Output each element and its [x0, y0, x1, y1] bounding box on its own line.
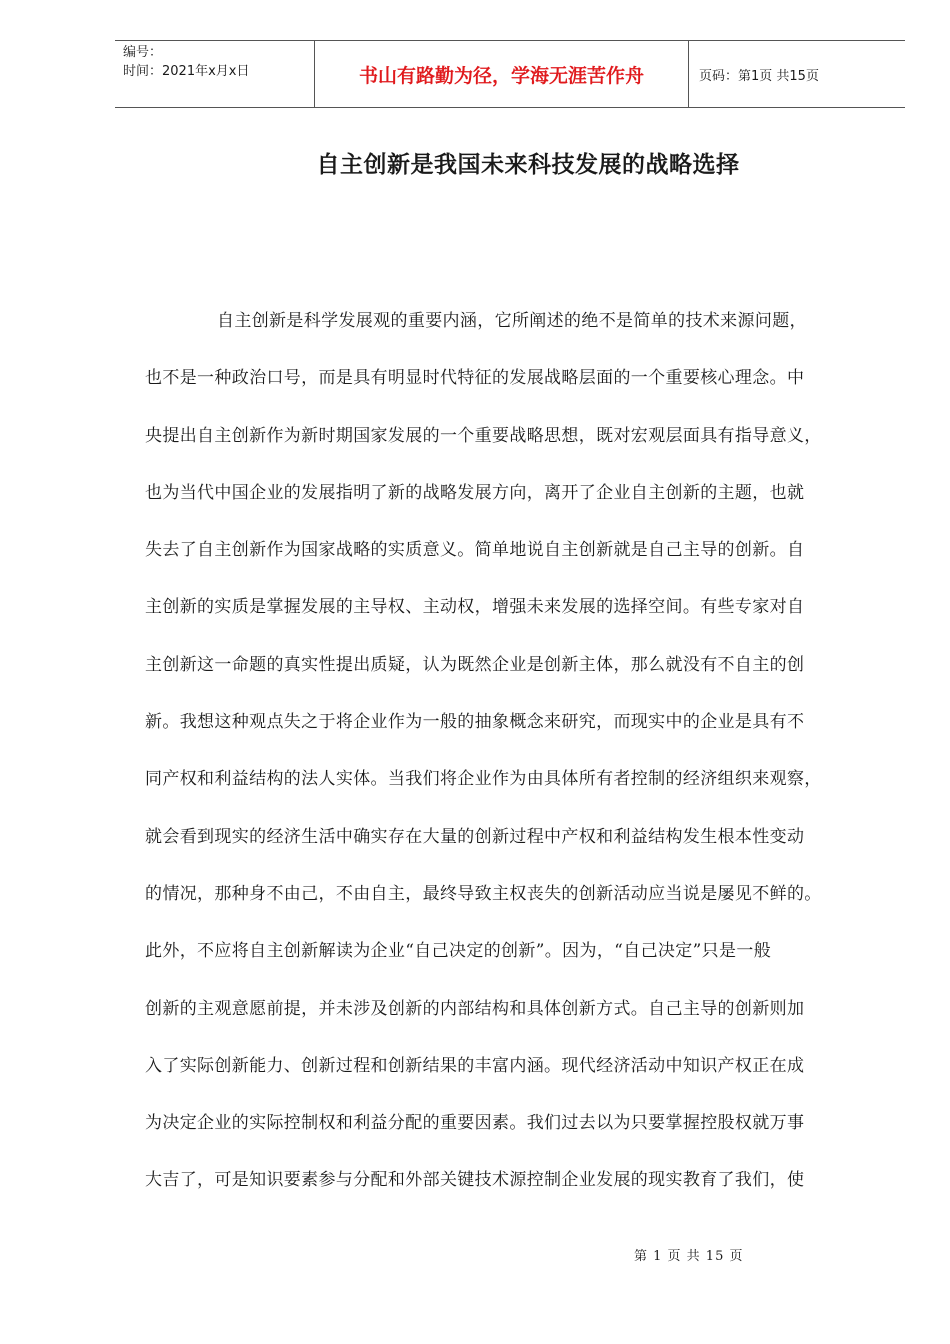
text-line: 也为当代中国企业的发展指明了新的战略发展方向，离开了企业自主创新的主题，也就 [145, 482, 805, 503]
page-header [115, 40, 905, 108]
body-paragraph [145, 299, 885, 1216]
document-title: 自主创新是我国未来科技发展的战略选择 [316, 152, 740, 178]
text-line: 新。我想这种观点失之于将企业作为一般的抽象概念来研究，而现实中的企业是具有不 [145, 712, 805, 733]
text-line: 央提出自主创新作为新时期国家发展的一个重要战略思想，既对宏观层面具有指导意义， [145, 425, 822, 446]
time-label: 时间：2021年x月x日 [123, 64, 250, 79]
text-line: 失去了自主创新作为国家战略的实质意义。简单地说自主创新就是自己主导的创新。自 [145, 540, 805, 561]
text-line: 此外，不应将自主创新解读为企业“自己决定的创新”。因为，“自己决定”只是一般 [145, 941, 772, 962]
number-label: 编号： [123, 45, 163, 60]
text-line: 主创新这一命题的真实性提出质疑，认为既然企业是创新主体，那么就没有不自主的创 [145, 654, 805, 675]
text-line: 大吉了，可是知识要素参与分配和外部关键技术源控制企业发展的现实教育了我们，使 [145, 1170, 805, 1191]
text-line: 的情况，那种身不由己，不由自主，最终导致主权丧失的创新活动应当说是屡见不鲜的。 [145, 883, 822, 904]
page-footer: 第 1 页 共 15 页 [634, 1249, 744, 1264]
text-line: 主创新的实质是掌握发展的主导权、主动权，增强未来发展的选择空间。有些专家对自 [145, 597, 805, 618]
text-line: 就会看到现实的经济生活中确实存在大量的创新过程中产权和利益结构发生根本性变动 [145, 826, 805, 847]
text-line: 同产权和利益结构的法人实体。当我们将企业作为由具体所有者控制的经济组织来观察， [145, 769, 822, 790]
text-line: 创新的主观意愿前提，并未涉及创新的内部结构和具体创新方式。自己主导的创新则加 [145, 998, 805, 1019]
text-line: 入了实际创新能力、创新过程和创新结果的丰富内涵。现代经济活动中知识产权正在成 [145, 1055, 805, 1076]
header-motto: 书山有路勤为径，学海无涯苦作舟 [315, 41, 689, 107]
header-page-info: 页码：第1页 共15页 [699, 68, 819, 84]
header-meta [115, 41, 315, 107]
text-line: 自主创新是科学发展观的重要内涵，它所阐述的绝不是简单的技术来源问题， [217, 311, 807, 331]
text-line: 为决定企业的实际控制权和利益分配的重要因素。我们过去以为只要掌握控股权就万事 [145, 1113, 805, 1134]
text-line: 也不是一种政治口号，而是具有明显时代特征的发展战略层面的一个重要核心理念。中 [145, 368, 805, 389]
